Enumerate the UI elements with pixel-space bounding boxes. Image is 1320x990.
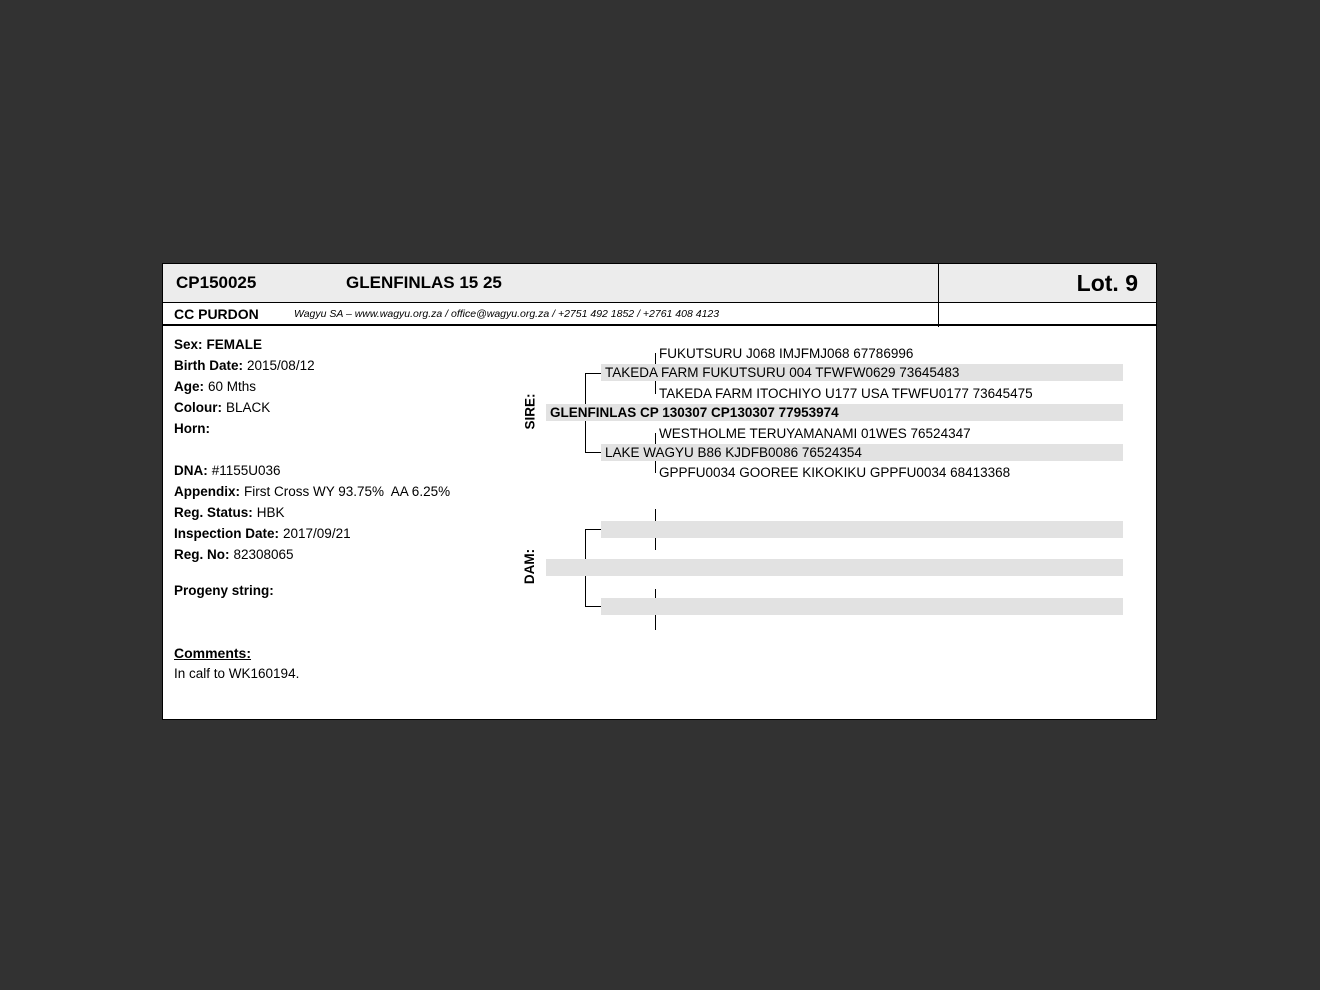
comments-text: In calf to WK160194. <box>174 666 300 681</box>
detail-value: 2015/08/12 <box>247 358 315 373</box>
detail-label: Reg. No: <box>174 547 230 562</box>
pedigree-sire-grandsire-sire: FUKUTSURU J068 IMJFMJ068 67786996 <box>659 346 914 361</box>
pedigree-sire: GLENFINLAS CP 130307 CP130307 77953974 <box>546 404 1123 421</box>
pedigree-sire-sire: TAKEDA FARM FUKUTSURU 004 TFWFW0629 73645483 <box>601 364 1123 381</box>
detail-value: BLACK <box>226 400 271 415</box>
sire-label-text: SIRE: <box>522 392 538 430</box>
pedigree-dam <box>546 559 1123 576</box>
pedigree-dam-dam <box>601 598 1123 615</box>
detail-label: Inspection Date: <box>174 526 280 541</box>
detail-label: Horn: <box>174 421 210 436</box>
organisation-contact: Wagyu SA – www.wagyu.org.za / office@wagyu.org.za / +2751 492 1852 / +2761 408 4123 <box>294 307 720 320</box>
detail-value: 60 Mths <box>208 379 257 394</box>
catalog-page <box>162 263 1157 720</box>
header-divider-line <box>938 264 939 327</box>
pedigree-connector-line <box>585 606 601 607</box>
animal-name: GLENFINLAS 15 25 <box>346 273 502 292</box>
pedigree-connector-line <box>585 529 601 530</box>
pedigree-sire-granddam-dam: GPPFU0034 GOOREE KIKOKIKU GPPFU0034 68413368 <box>659 465 1011 480</box>
pedigree-connector-line <box>585 373 601 374</box>
detail-value: First Cross WY 93.75% AA 6.25% <box>244 484 451 499</box>
comments-label: Comments: <box>174 645 252 661</box>
pedigree-sire-dam: LAKE WAGYU B86 KJDFB0086 76524354 <box>601 444 1123 461</box>
animal-id: CP150025 <box>176 273 257 292</box>
detail-value: 82308065 <box>233 547 294 562</box>
detail-label: Birth Date: <box>174 358 244 373</box>
breeder-name: CC PURDON <box>174 305 259 322</box>
detail-value: #1155U036 <box>211 463 281 478</box>
detail-label: DNA: <box>174 463 208 478</box>
detail-value: 2017/09/21 <box>283 526 351 541</box>
detail-value: FEMALE <box>206 337 263 352</box>
pedigree-panel <box>163 264 1158 721</box>
detail-label: Age: <box>174 379 204 394</box>
detail-label: Colour: <box>174 400 222 415</box>
lot-number: Lot. 9 <box>1076 269 1138 296</box>
pedigree-dam-sire <box>601 521 1123 538</box>
pedigree-connector-line <box>585 452 601 453</box>
detail-label: Progeny string: <box>174 583 274 598</box>
sire-section-label <box>521 376 539 446</box>
detail-label: Sex: <box>174 337 203 352</box>
dam-section-label <box>521 531 539 601</box>
detail-label: Reg. Status: <box>174 505 253 520</box>
dam-label-text: DAM: <box>522 548 538 584</box>
pedigree-sire-grandsire-dam: TAKEDA FARM ITOCHIYO U177 USA TFWFU0177 73645475 <box>659 386 1033 401</box>
detail-label: Appendix: <box>174 484 240 499</box>
detail-value: HBK <box>256 505 285 520</box>
pedigree-sire-granddam-sire: WESTHOLME TERUYAMANAMI 01WES 76524347 <box>659 426 971 441</box>
